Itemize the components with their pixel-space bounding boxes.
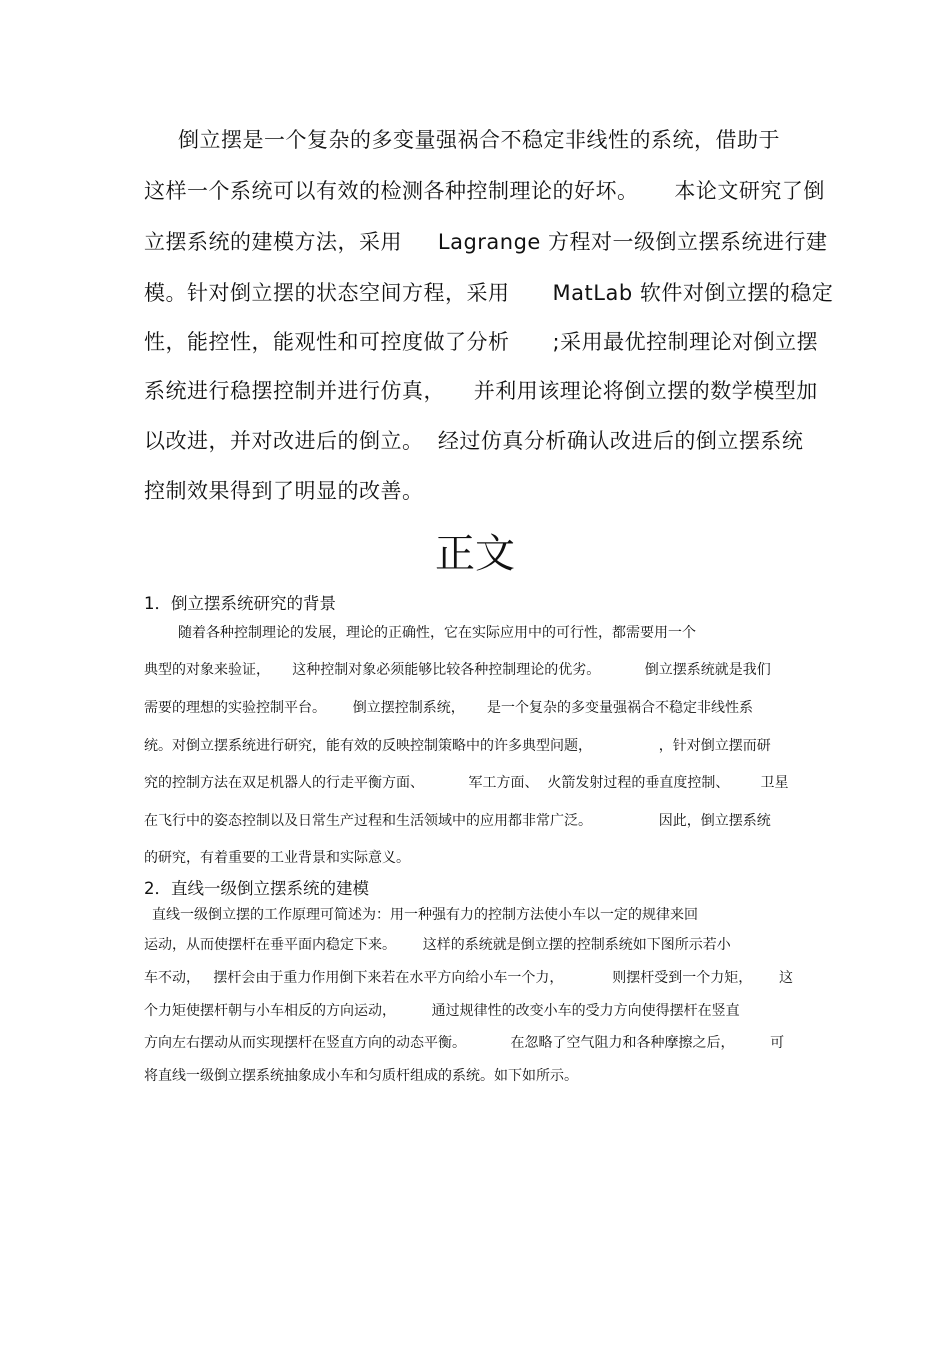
body-line: 方向左右摆动从而实现摆杆在竖直方向的动态平衡。 在忽略了空气阻力和各种摩擦之后， 可: [144, 1035, 785, 1051]
body-line: 的研究，有着重要的工业背景和实际意义。: [144, 850, 410, 866]
abstract-line: 性，能控性，能观性和可控度做了分析 ;采用最优控制理论对倒立摆: [144, 330, 819, 354]
body-line: 直线一级倒立摆的工作原理可简述为：用一种强有力的控制方法使小车以一定的规律来回: [152, 907, 698, 923]
abstract-line: 系统进行稳摆控制并进行仿真， 并利用该理论将倒立摆的数学模型加: [144, 379, 818, 403]
body-line: 运动，从而使摆杆在垂平面内稳定下来。 这样的系统就是倒立摆的控制系统如下图所示若小: [144, 937, 731, 953]
abstract-line: 模。针对倒立摆的状态空间方程，采用 MatLab 软件对倒立摆的稳定: [144, 281, 834, 305]
abstract-line: 这样一个系统可以有效的检测各种控制理论的好坏。 本论文研究了倒: [144, 179, 825, 203]
abstract-line: 立摆系统的建模方法，采用 Lagrange 方程对一级倒立摆系统进行建: [144, 230, 828, 254]
body-line: 需要的理想的实验控制平台。 倒立摆控制系统， 是一个复杂的多变量强祸合不稳定非线性系: [144, 700, 753, 716]
body-line: 将直线一级倒立摆系统抽象成小车和匀质杆组成的系统。如下如所示。: [144, 1068, 578, 1084]
body-line: 究的控制方法在双足机器人的行走平衡方面、 军工方面、 火箭发射过程的垂直度控制、 卫星: [144, 775, 789, 791]
section-heading: 1．倒立摆系统研究的背景: [144, 594, 336, 613]
body-line: 典型的对象来验证， 这种控制对象必须能够比较各种控制理论的优劣。 倒立摆系统就是我们: [144, 662, 771, 678]
body-line: 个力矩使摆杆朝与小车相反的方向运动， 通过规律性的改变小车的受力方向使得摆杆在竖直: [144, 1003, 740, 1019]
body-line: 车不动， 摆杆会由于重力作用倒下来若在水平方向给小车一个力， 则摆杆受到一个力矩， 这: [144, 970, 794, 986]
main-title: 正文: [435, 531, 515, 577]
abstract-line: 倒立摆是一个复杂的多变量强祸合不稳定非线性的系统，借助于: [178, 128, 780, 152]
section-heading: 2．直线一级倒立摆系统的建模: [144, 879, 369, 898]
abstract-line: 控制效果得到了明显的改善。: [144, 479, 424, 503]
body-line: 随着各种控制理论的发展，理论的正确性，它在实际应用中的可行性，都需要用一个: [178, 625, 696, 641]
body-line: 统。对倒立摆系统进行研究，能有效的反映控制策略中的许多典型问题， ，针对倒立摆而研: [144, 738, 771, 754]
body-line: 在飞行中的姿态控制以及日常生产过程和生活领域中的应用都非常广泛。 因此，倒立摆系统: [144, 813, 771, 829]
abstract-line: 以改进，并对改进后的倒立。 经过仿真分析确认改进后的倒立摆系统: [144, 429, 804, 453]
